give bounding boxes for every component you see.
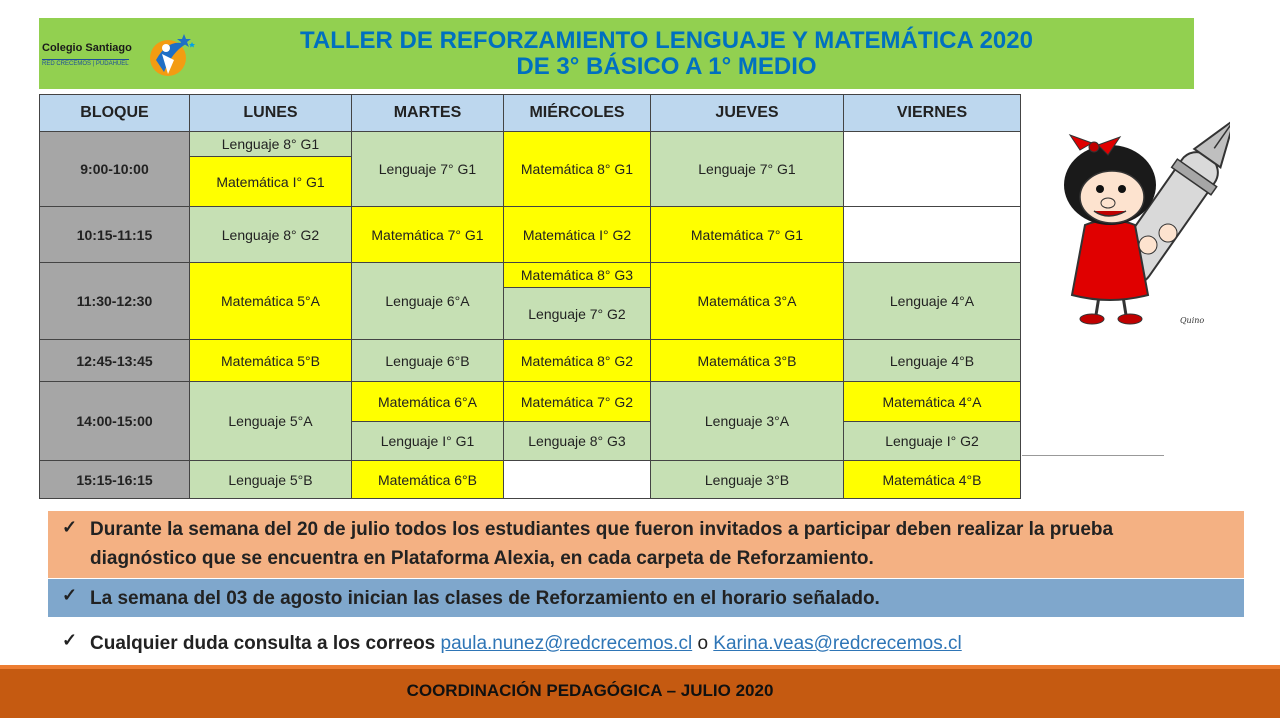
- block-cell: 11:30-12:30: [40, 263, 190, 340]
- logo-network: RED CRECEMOS | PUDAHUEL: [42, 61, 129, 67]
- logo-school-name: Colegio Santiago: [42, 42, 132, 54]
- class-cell: Matemática 6°B: [352, 461, 504, 499]
- schedule-table: [39, 94, 1021, 499]
- header-miercoles: MIÉRCOLES: [504, 95, 651, 132]
- table-row: [40, 263, 1021, 288]
- empty-cell: [504, 461, 651, 499]
- notice-diagnostic-test: [48, 511, 1244, 578]
- class-cell: Matemática 5°A: [190, 263, 352, 340]
- title-line-1: TALLER DE REFORZAMIENTO LENGUAJE Y MATEMÁTICA 2020: [300, 27, 1033, 54]
- logo-figure-icon: [146, 30, 196, 80]
- school-logo: [42, 24, 202, 84]
- header-martes: MARTES: [352, 95, 504, 132]
- title-line-2: DE 3° BÁSICO A 1° MEDIO: [516, 53, 817, 80]
- notice-contact: [48, 624, 1244, 660]
- empty-cell: [844, 207, 1021, 263]
- class-cell: Matemática 7° G2: [504, 382, 651, 422]
- class-cell: Matemática 7° G1: [651, 207, 844, 263]
- class-cell: Lenguaje 7° G1: [651, 132, 844, 207]
- class-cell: Lenguaje 5°A: [190, 382, 352, 461]
- table-row: [40, 207, 1021, 263]
- checkmark-icon: ✓: [62, 630, 78, 650]
- email-link-paula[interactable]: paula.nunez@redcrecemos.cl: [440, 633, 693, 654]
- class-cell: Lenguaje 4°A: [844, 263, 1021, 340]
- notice-class-start: [48, 579, 1244, 617]
- class-cell: Lenguaje I° G2: [844, 422, 1021, 461]
- footer-bar: [0, 669, 1280, 718]
- table-row: [40, 382, 1021, 422]
- class-cell: Lenguaje 7° G1: [352, 132, 504, 207]
- divider-line: [1022, 455, 1164, 456]
- contact-prefix: Cualquier duda consulta a los correos: [90, 633, 441, 654]
- class-cell: Matemática 6°A: [352, 382, 504, 422]
- class-cell: Matemática 3°B: [651, 340, 844, 382]
- notice-text: [90, 629, 1224, 658]
- block-cell: 10:15-11:15: [40, 207, 190, 263]
- class-cell: Lenguaje 8° G3: [504, 422, 651, 461]
- class-cell: Lenguaje 3°B: [651, 461, 844, 499]
- class-cell: Lenguaje 6°A: [352, 263, 504, 340]
- page-title: [209, 28, 1124, 80]
- class-cell: Lenguaje 4°B: [844, 340, 1021, 382]
- block-cell: 14:00-15:00: [40, 382, 190, 461]
- header-banner: [39, 18, 1194, 89]
- email-link-karina[interactable]: Karina.veas@redcrecemos.cl: [713, 633, 962, 654]
- empty-cell: [844, 132, 1021, 207]
- svg-text:Quino: Quino: [1180, 316, 1205, 325]
- table-row: [40, 461, 1021, 499]
- class-cell: Matemática 7° G1: [352, 207, 504, 263]
- class-cell: Matemática 4°A: [844, 382, 1021, 422]
- class-cell: Matemática 8° G3: [504, 263, 651, 288]
- header-jueves: JUEVES: [651, 95, 844, 132]
- table-row: [40, 340, 1021, 382]
- header-bloque: BLOQUE: [40, 95, 190, 132]
- header-viernes: VIERNES: [844, 95, 1021, 132]
- class-cell: Lenguaje 5°B: [190, 461, 352, 499]
- block-cell: 9:00-10:00: [40, 132, 190, 207]
- class-cell: Lenguaje 8° G2: [190, 207, 352, 263]
- class-cell: Matemática I° G2: [504, 207, 651, 263]
- class-cell: Matemática I° G1: [190, 157, 352, 207]
- cartoon-girl-with-pen-illustration: [1030, 105, 1230, 335]
- block-cell: 12:45-13:45: [40, 340, 190, 382]
- footer-text: COORDINACIÓN PEDAGÓGICA – JULIO 2020: [406, 681, 774, 700]
- class-cell: Matemática 8° G1: [504, 132, 651, 207]
- class-cell: Matemática 5°B: [190, 340, 352, 382]
- class-cell: Lenguaje I° G1: [352, 422, 504, 461]
- class-cell: Matemática 8° G2: [504, 340, 651, 382]
- class-cell: Lenguaje 6°B: [352, 340, 504, 382]
- class-cell: Lenguaje 8° G1: [190, 132, 352, 157]
- notice-text: Durante la semana del 20 de julio todos los estudiantes que fueron invitados a participar deben realizar la prueba diagnóstico que se encuentra en Plataforma Alexia, en cada carpeta de Reforzamiento.: [90, 519, 1114, 569]
- class-cell: Lenguaje 7° G2: [504, 288, 651, 340]
- table-header-row: [40, 95, 1021, 132]
- block-cell: 15:15-16:15: [40, 461, 190, 499]
- notice-text: La semana del 03 de agosto inician las clases de Reforzamiento en el horario señalado.: [90, 588, 880, 609]
- class-cell: Lenguaje 3°A: [651, 382, 844, 461]
- class-cell: Matemática 3°A: [651, 263, 844, 340]
- checkmark-icon: ✓: [62, 517, 78, 537]
- contact-connector: o: [692, 633, 714, 654]
- checkmark-icon: ✓: [62, 585, 78, 605]
- table-row: [40, 132, 1021, 157]
- class-cell: Matemática 4°B: [844, 461, 1021, 499]
- header-lunes: LUNES: [190, 95, 352, 132]
